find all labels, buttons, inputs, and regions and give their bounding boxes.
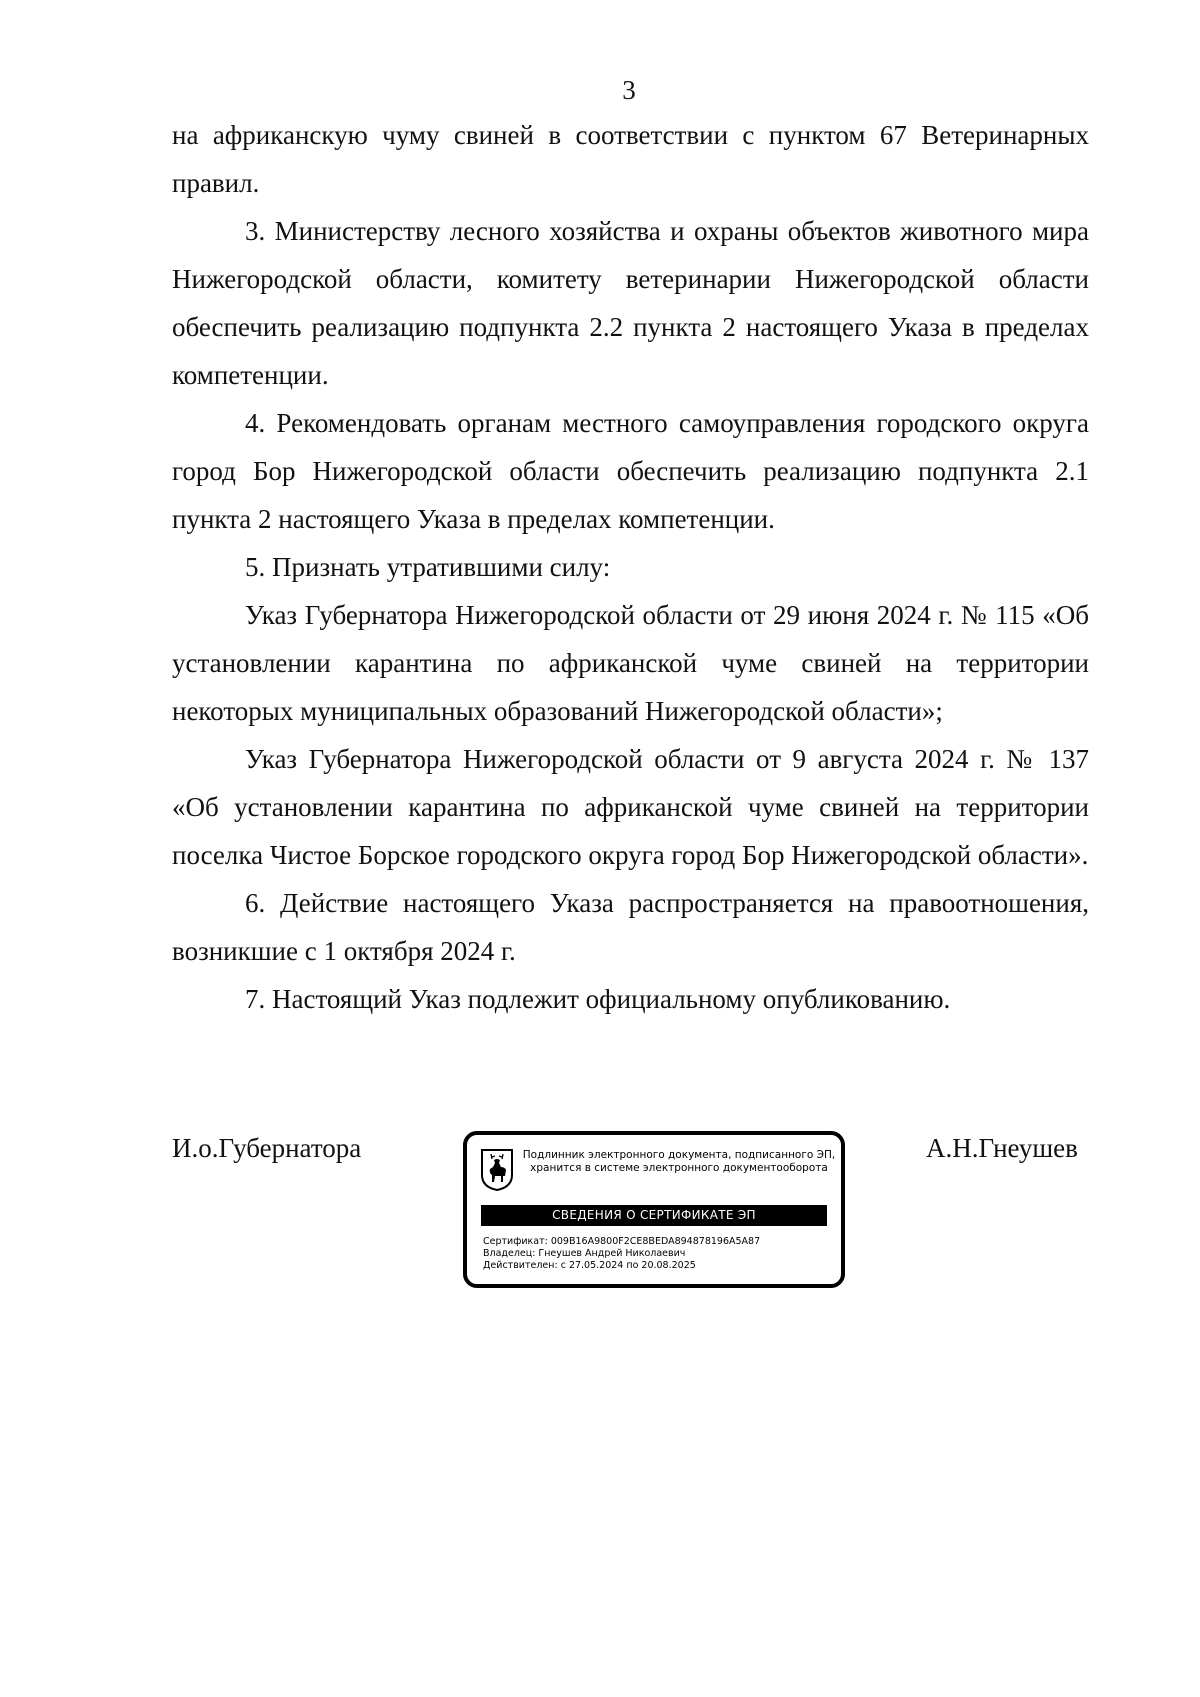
certificate-number: Сертификат: 009B16A9800F2CE8BEDA894878196A5A87 xyxy=(483,1236,761,1247)
stamp-note-line: хранится в системе электронного документооборота xyxy=(530,1162,828,1174)
e-signature-stamp xyxy=(463,1131,845,1288)
repealed-decree-137: Указ Губернатора Нижегородской области от 9 августа 2024 г. № 137 «Об установлении карантина по африканской чуме свиней на территории поселка Чистое Борское городского округа город Бор Нижегородской области». xyxy=(172,744,1089,870)
stamp-header-bar: СВЕДЕНИЯ О СЕРТИФИКАТЕ ЭП xyxy=(481,1205,827,1226)
paragraph-item-4: 4. Рекомендовать органам местного самоуправления городского округа город Бор Нижегородской области обеспечить реализацию подпункта 2.1 пункта 2 настоящего Указа в пределах компетенции. xyxy=(172,408,1089,534)
certificate-details xyxy=(483,1236,833,1272)
certificate-owner: Владелец: Гнеушев Андрей Николаевич xyxy=(483,1248,686,1259)
stamp-note-line: Подлинник электронного документа, подписанного ЭП, xyxy=(522,1149,836,1161)
certificate-validity: Действителен: с 27.05.2024 по 20.08.2025 xyxy=(483,1260,696,1271)
paragraph-continuation: на африканскую чуму свиней в соответствии с пунктом 67 Ветеринарных правил. xyxy=(172,120,1089,198)
deer-coat-of-arms-icon xyxy=(480,1148,514,1192)
paragraph-item-3: 3. Министерству лесного хозяйства и охраны объектов животного мира Нижегородской области, комитету ветеринарии Нижегородской области обеспечить реализацию подпункта 2.2 пункта 2 настоящего Указа в пределах компетенции. xyxy=(172,216,1089,390)
signer-title: И.о.Губернатора xyxy=(172,1133,362,1163)
paragraph-item-5: 5. Признать утратившими силу: xyxy=(245,552,611,582)
paragraph-item-6: 6. Действие настоящего Указа распространяется на правоотношения, возникшие с 1 октября 2024 г. xyxy=(172,888,1089,966)
document-body xyxy=(172,111,1089,1023)
page-number: 3 xyxy=(622,75,636,105)
paragraph-item-7: 7. Настоящий Указ подлежит официальному опубликованию. xyxy=(245,984,951,1014)
stamp-note xyxy=(519,1149,839,1175)
repealed-decree-115: Указ Губернатора Нижегородской области от 29 июня 2024 г. № 115 «Об установлении карантина по африканской чуме свиней на территории некоторых муниципальных образований Нижегородской области»; xyxy=(172,600,1089,726)
signer-name: А.Н.Гнеушев xyxy=(926,1133,1078,1163)
